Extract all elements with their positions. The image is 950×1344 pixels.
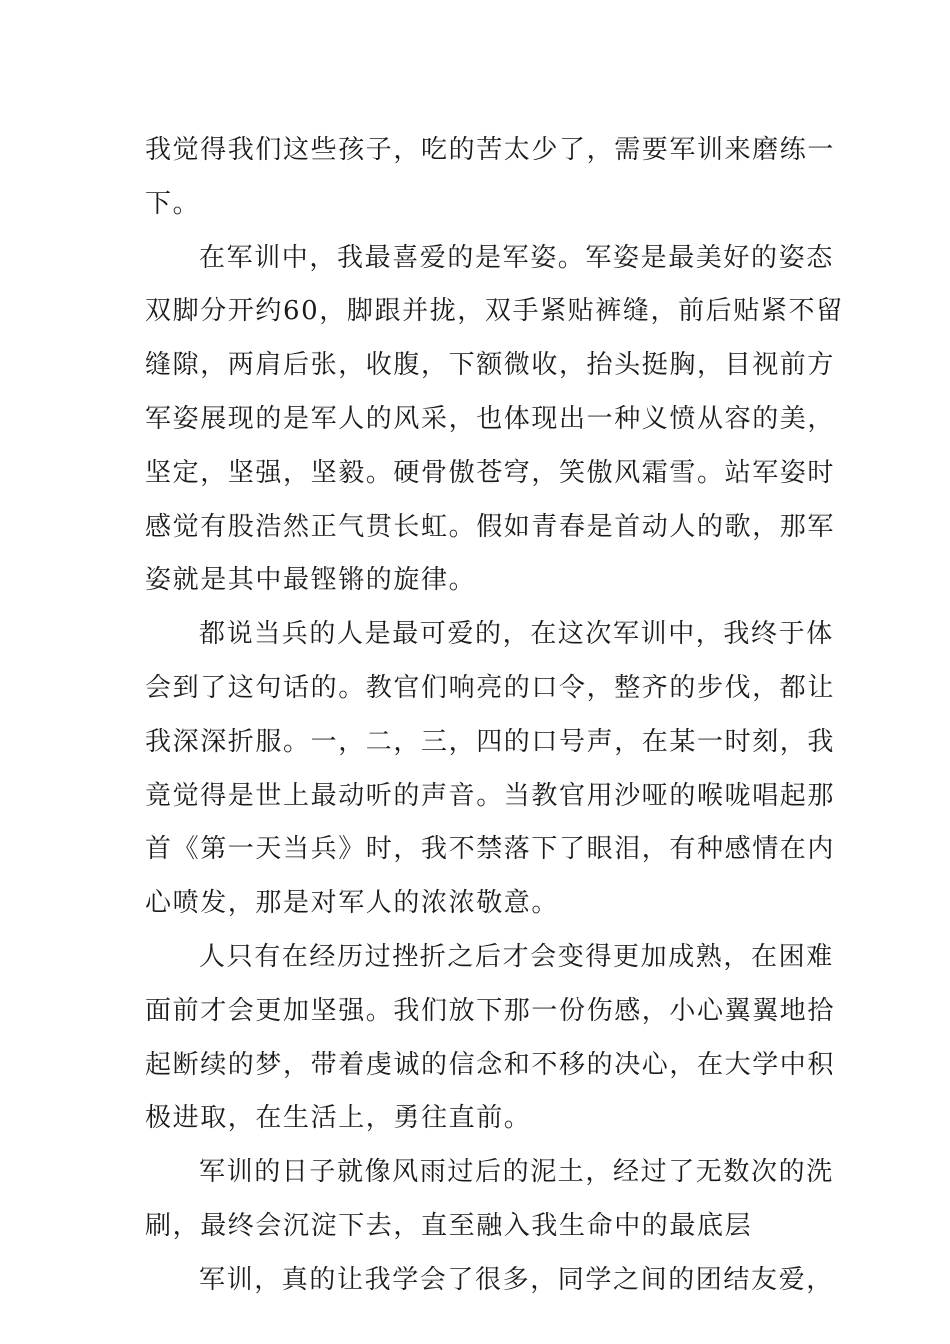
text-line: 双脚分开约60，脚跟并拢，双手紧贴裤缝，前后贴紧不留 bbox=[145, 296, 844, 327]
text-line: 坚定，坚强，坚毅。硬骨傲苍穹，笑傲风霜雪。站军姿时 bbox=[145, 457, 836, 488]
text-line: 刷，最终会沉淀下去，直至融入我生命中的最底层 bbox=[145, 1210, 753, 1241]
text-line: 在军训中，我最喜爱的是军姿。军姿是最美好的姿态 bbox=[199, 242, 834, 273]
text-line: 我深深折服。一，二，三，四的口号声，在某一时刻，我 bbox=[145, 726, 836, 757]
text-line: 下。 bbox=[145, 188, 201, 219]
text-line: 姿就是其中最铿锵的旋律。 bbox=[145, 565, 477, 596]
text-line: 首《第一天当兵》时，我不禁落下了眼泪，有种感情在内 bbox=[145, 834, 836, 865]
text-line: 感觉有股浩然正气贯长虹。假如青春是首动人的歌，那军 bbox=[145, 511, 836, 542]
document-body bbox=[145, 124, 844, 1308]
text-line: 竟觉得是世上最动听的声音。当教官用沙哑的喉咙唱起那 bbox=[145, 780, 836, 811]
text-line: 军训的日子就像风雨过后的泥土，经过了无数次的洗 bbox=[199, 1157, 834, 1188]
text-line: 面前才会更加坚强。我们放下那一份伤感，小心翼翼地拾 bbox=[145, 995, 836, 1026]
text-line: 都说当兵的人是最可爱的，在这次军训中，我终于体 bbox=[199, 619, 834, 650]
text-line: 会到了这句话的。教官们响亮的口令，整齐的步伐，都让 bbox=[145, 672, 836, 703]
text-line: 人只有在经历过挫折之后才会变得更加成熟，在困难 bbox=[199, 941, 834, 972]
text-line: 军姿展现的是军人的风采，也体现出一种义愤从容的美， bbox=[145, 403, 836, 434]
text-line: 缝隙，两肩后张，收腹，下额微收，抬头挺胸，目视前方 bbox=[145, 350, 836, 381]
text-line: 心喷发，那是对军人的浓浓敬意。 bbox=[145, 888, 560, 919]
text-line: 极进取，在生活上，勇往直前。 bbox=[145, 1103, 532, 1134]
text-line: 军训，真的让我学会了很多，同学之间的团结友爱， bbox=[199, 1264, 834, 1295]
text-line: 起断续的梦，带着虔诚的信念和不移的决心，在大学中积 bbox=[145, 1049, 836, 1080]
text-line: 我觉得我们这些孩子，吃的苦太少了，需要军训来磨练一 bbox=[145, 135, 836, 165]
